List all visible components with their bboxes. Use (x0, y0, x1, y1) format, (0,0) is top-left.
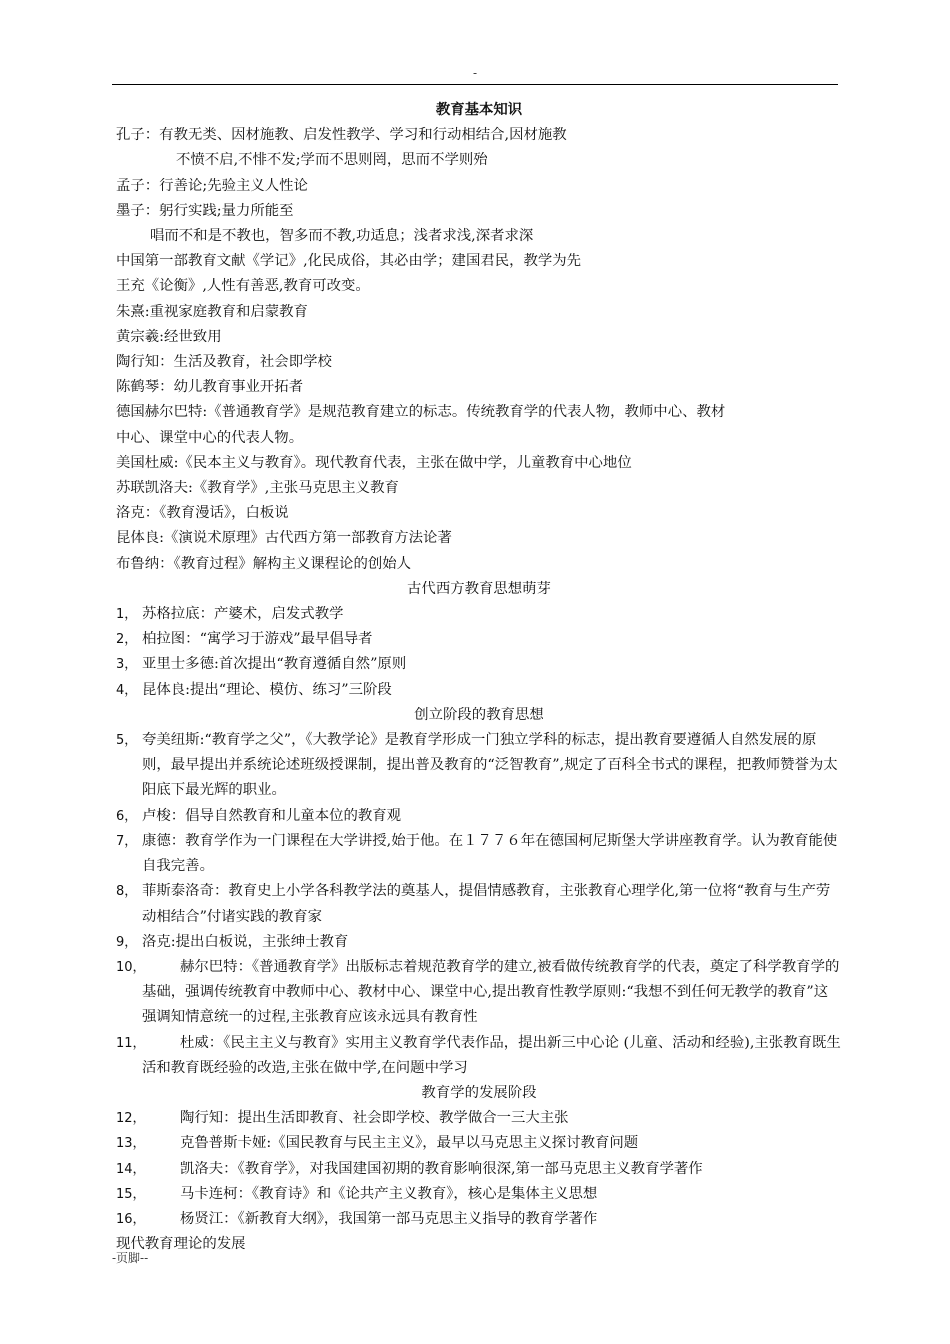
item-number: 14， (116, 1161, 146, 1177)
text-line: 唱而不和是不教也，智多而不教,功适息；浅者求浅,深者求深 (150, 228, 534, 245)
item-number: 9， (116, 934, 138, 950)
list-item (116, 1157, 842, 1182)
text-line: 陈鹤琴：幼儿教育事业开拓者 (116, 379, 304, 396)
list-item (116, 652, 842, 677)
item-number: 2， (116, 632, 138, 648)
section-heading: 创立阶段的教育思想 (414, 706, 544, 723)
item-text: 昆体良:提出“理论、模仿、练习”三阶段 (142, 681, 392, 698)
list-item (116, 602, 842, 627)
section-heading: 教育学的发展阶段 (421, 1084, 537, 1101)
item-number: 12， (116, 1111, 146, 1127)
list-item (116, 930, 842, 955)
list-item (116, 728, 842, 804)
list-item (116, 1031, 842, 1081)
item-number: 10， (116, 959, 146, 975)
text-line: 中国第一部教育文献《学记》,化民成俗，其必由学；建国君民，教学为先 (116, 253, 582, 270)
text-line: 墨子：躬行实践;量力所能至 (116, 202, 294, 219)
item-number: 5， (116, 733, 138, 749)
text-line: 现代教育理论的发展 (116, 1236, 246, 1253)
text-line: 王充《论衡》,人性有善恶,教育可改变。 (116, 278, 370, 295)
document-body (116, 98, 842, 1257)
item-text: 赫尔巴特：《普通教育学》出版标志着规范教育学的建立,被看做传统教育学的代表，奠定了科学教育学的基础，强调传统教育中教师中心、教材中心、课堂中心,提出教育性教学原则:“我想不到任何无教学的教育”这强调知情意统一的过程,主张教育应该永远具有教育性 (142, 958, 840, 1026)
text-line: 布鲁纳：《教育过程》解构主义课程论的创始人 (116, 555, 412, 572)
list-item (116, 627, 842, 652)
item-text: 亚里士多德:首次提出“教育遵循自然”原则 (142, 656, 407, 673)
text-line: 朱熹:重视家庭教育和启蒙教育 (116, 303, 308, 320)
list-item (116, 1207, 842, 1232)
text-line: 陶行知：生活及教育，社会即学校 (116, 354, 332, 371)
text-line: 苏联凯洛夫:《教育学》,主张马克思主义教育 (116, 480, 399, 497)
list-item (116, 1182, 842, 1207)
item-text: 卢梭：倡导自然教育和儿童本位的教育观 (142, 807, 402, 824)
text-line: 洛克：《教育漫话》，白板说 (116, 505, 289, 522)
page-footer: -页脚-- (112, 1251, 149, 1265)
item-text: 康德：教育学作为一门课程在大学讲授,始于他。在１７７６年在德国柯尼斯堡大学讲座教育学。认为教育能使自我完善。 (142, 832, 838, 875)
text-line: 孟子：行善论;先验主义人性论 (116, 177, 308, 194)
section-heading: 古代西方教育思想萌芽 (407, 580, 551, 597)
text-line: 不愤不启,不悱不发;学而不思则罔，思而不学则殆 (176, 152, 488, 169)
list-item (116, 1131, 842, 1156)
item-text: 凯洛夫：《教育学》，对我国建国初期的教育影响很深,第一部马克思主义教育学著作 (180, 1160, 703, 1177)
item-text: 克鲁普斯卡娅:《国民教育与民主主义》，最早以马克思主义探讨教育问题 (180, 1135, 639, 1152)
item-number: 16， (116, 1211, 146, 1227)
item-text: 苏格拉底：产婆术，启发式教学 (142, 606, 344, 623)
text-line: 昆体良:《演说术原理》古代西方第一部教育方法论著 (116, 530, 452, 547)
item-text: 陶行知：提出生活即教育、社会即学校、教学做合一三大主张 (180, 1110, 569, 1127)
item-number: 13， (116, 1136, 146, 1152)
page-title: 教育基本知识 (435, 102, 523, 118)
item-number: 8， (116, 884, 138, 900)
text-line: 中心、课堂中心的代表人物。 (116, 429, 304, 446)
item-text: 夸美纽斯:“教育学之父”，《大教学论》是教育学形成一门独立学科的标志，提出教育要遵循人自然发展的原则，最早提出并系统论述班级授课制，提出普及教育的“泛智教育”,规定了百科全书式的课程，把教师赞誉为太阳底下最光辉的职业。 (142, 732, 838, 799)
list-item (116, 678, 842, 703)
item-text: 马卡连柯：《教育诗》和《论共产主义教育》，核心是集体主义思想 (180, 1185, 598, 1202)
item-number: 3， (116, 657, 138, 673)
item-number: 1， (116, 607, 138, 623)
item-number: 15， (116, 1186, 146, 1202)
item-text: 洛克:提出白板说，主张绅士教育 (142, 933, 349, 950)
text-line: 美国杜威:《民本主义与教育》。现代教育代表，主张在做中学，儿童教育中心地位 (116, 454, 632, 471)
list-item (116, 955, 842, 1031)
item-text: 菲斯泰洛奇：教育史上小学各科教学法的奠基人，提倡情感教育，主张教育心理学化,第一位将“教育与生产劳动相结合”付诸实践的教育家 (142, 883, 831, 925)
item-number: 4， (116, 682, 138, 698)
list-item (116, 829, 842, 879)
item-number: 7， (116, 833, 138, 849)
item-text: 柏拉图：“寓学习于游戏”最早倡导者 (142, 631, 373, 648)
header-rule (112, 84, 838, 85)
list-item (116, 1106, 842, 1131)
item-text: 杜威：《民主主义与教育》实用主义教育学代表作品，提出新三中心论 (儿童、活动和经验),主张教育既生活和教育既经验的改造,主张在做中学,在问题中学习 (142, 1034, 841, 1076)
text-line: 孔子：有教无类、因材施教、启发性教学、学习和行动相结合,因材施教 (116, 127, 567, 144)
item-text: 杨贤江：《新教育大纲》，我国第一部马克思主义指导的教育学著作 (180, 1210, 598, 1227)
item-number: 6， (116, 808, 138, 824)
list-item (116, 879, 842, 929)
text-line: 黄宗羲:经世致用 (116, 328, 222, 345)
text-line: 德国赫尔巴特:《普通教育学》是规范教育建立的标志。传统教育学的代表人物，教师中心、教材 (116, 404, 726, 421)
item-number: 11， (116, 1035, 146, 1051)
header-mark: - (472, 66, 478, 80)
list-item (116, 804, 842, 829)
